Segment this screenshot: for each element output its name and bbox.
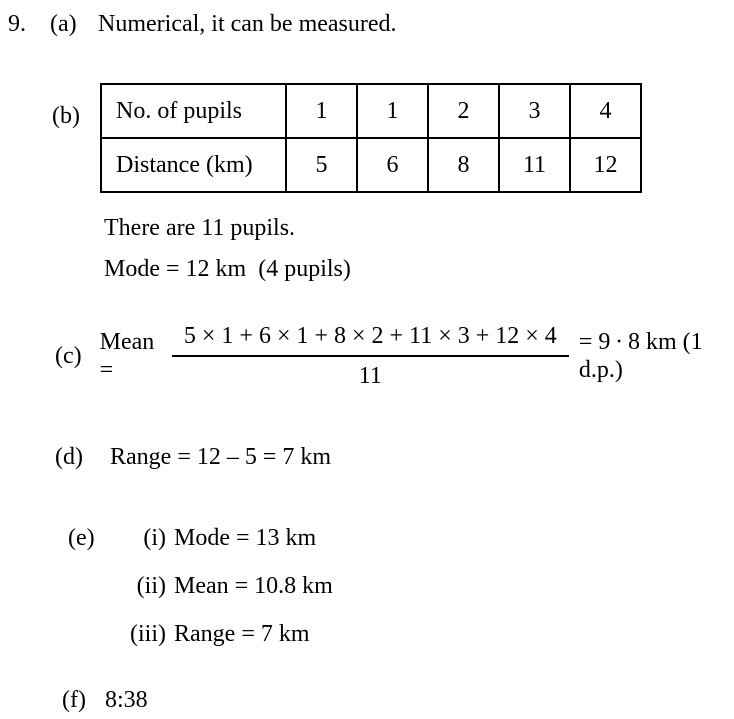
frequency-table <box>100 83 642 193</box>
mean-fraction <box>172 322 569 390</box>
distance-value: 8 <box>428 138 499 192</box>
mode-note: Mode = 12 km (4 pupils) <box>104 256 351 282</box>
item-text-range: Range = 7 km <box>174 621 310 647</box>
part-c-row <box>55 322 734 390</box>
row-header-pupils: No. of pupils <box>101 84 286 138</box>
distance-value: 6 <box>357 138 428 192</box>
part-f-text: 8:38 <box>105 687 148 713</box>
part-d-text: Range = 12 – 5 = 7 km <box>110 444 332 470</box>
mean-lhs: Mean = <box>99 329 161 383</box>
part-f-row <box>62 686 148 714</box>
question-number: 9. <box>8 11 26 37</box>
fraction-numerator: 5 × 1 + 6 × 1 + 8 × 2 + 11 × 3 + 12 × 4 <box>172 322 569 357</box>
pupils-value: 1 <box>357 84 428 138</box>
part-f-label: (f) <box>62 687 86 713</box>
part-a-text: Numerical, it can be measured. <box>98 11 397 37</box>
pupils-value: 3 <box>499 84 570 138</box>
part-e-item <box>60 620 333 648</box>
distance-value: 5 <box>286 138 357 192</box>
item-text-mean: Mean = 10.8 km <box>174 573 333 599</box>
pupils-value: 2 <box>428 84 499 138</box>
part-e-item <box>60 524 333 552</box>
distance-value: 12 <box>570 138 641 192</box>
item-label-iii: (iii) <box>130 621 166 647</box>
distance-value: 11 <box>499 138 570 192</box>
part-e-item <box>60 572 333 600</box>
pupils-value: 1 <box>286 84 357 138</box>
item-label-i: (i) <box>143 525 166 551</box>
spacer <box>68 572 112 600</box>
part-a-label: (a) <box>50 11 77 37</box>
part-b-label: (b) <box>52 103 80 129</box>
pupils-value: 4 <box>570 84 641 138</box>
fraction-denominator: 11 <box>358 363 382 389</box>
table-row <box>101 138 641 192</box>
spacer <box>68 620 112 648</box>
pupils-count-note: There are 11 pupils. <box>104 215 296 241</box>
part-a-row <box>8 10 397 38</box>
item-text-mode: Mode = 13 km <box>174 525 317 551</box>
table-row <box>101 84 641 138</box>
part-d-label: (d) <box>55 444 83 470</box>
item-label-ii: (ii) <box>136 573 166 599</box>
part-c-label: (c) <box>55 343 82 369</box>
part-e-label: (e) <box>68 525 95 551</box>
part-e-block <box>60 524 333 668</box>
part-d-row <box>55 443 331 471</box>
mean-result: = 9 · 8 km (1 d.p.) <box>578 329 709 383</box>
row-header-distance: Distance (km) <box>101 138 286 192</box>
